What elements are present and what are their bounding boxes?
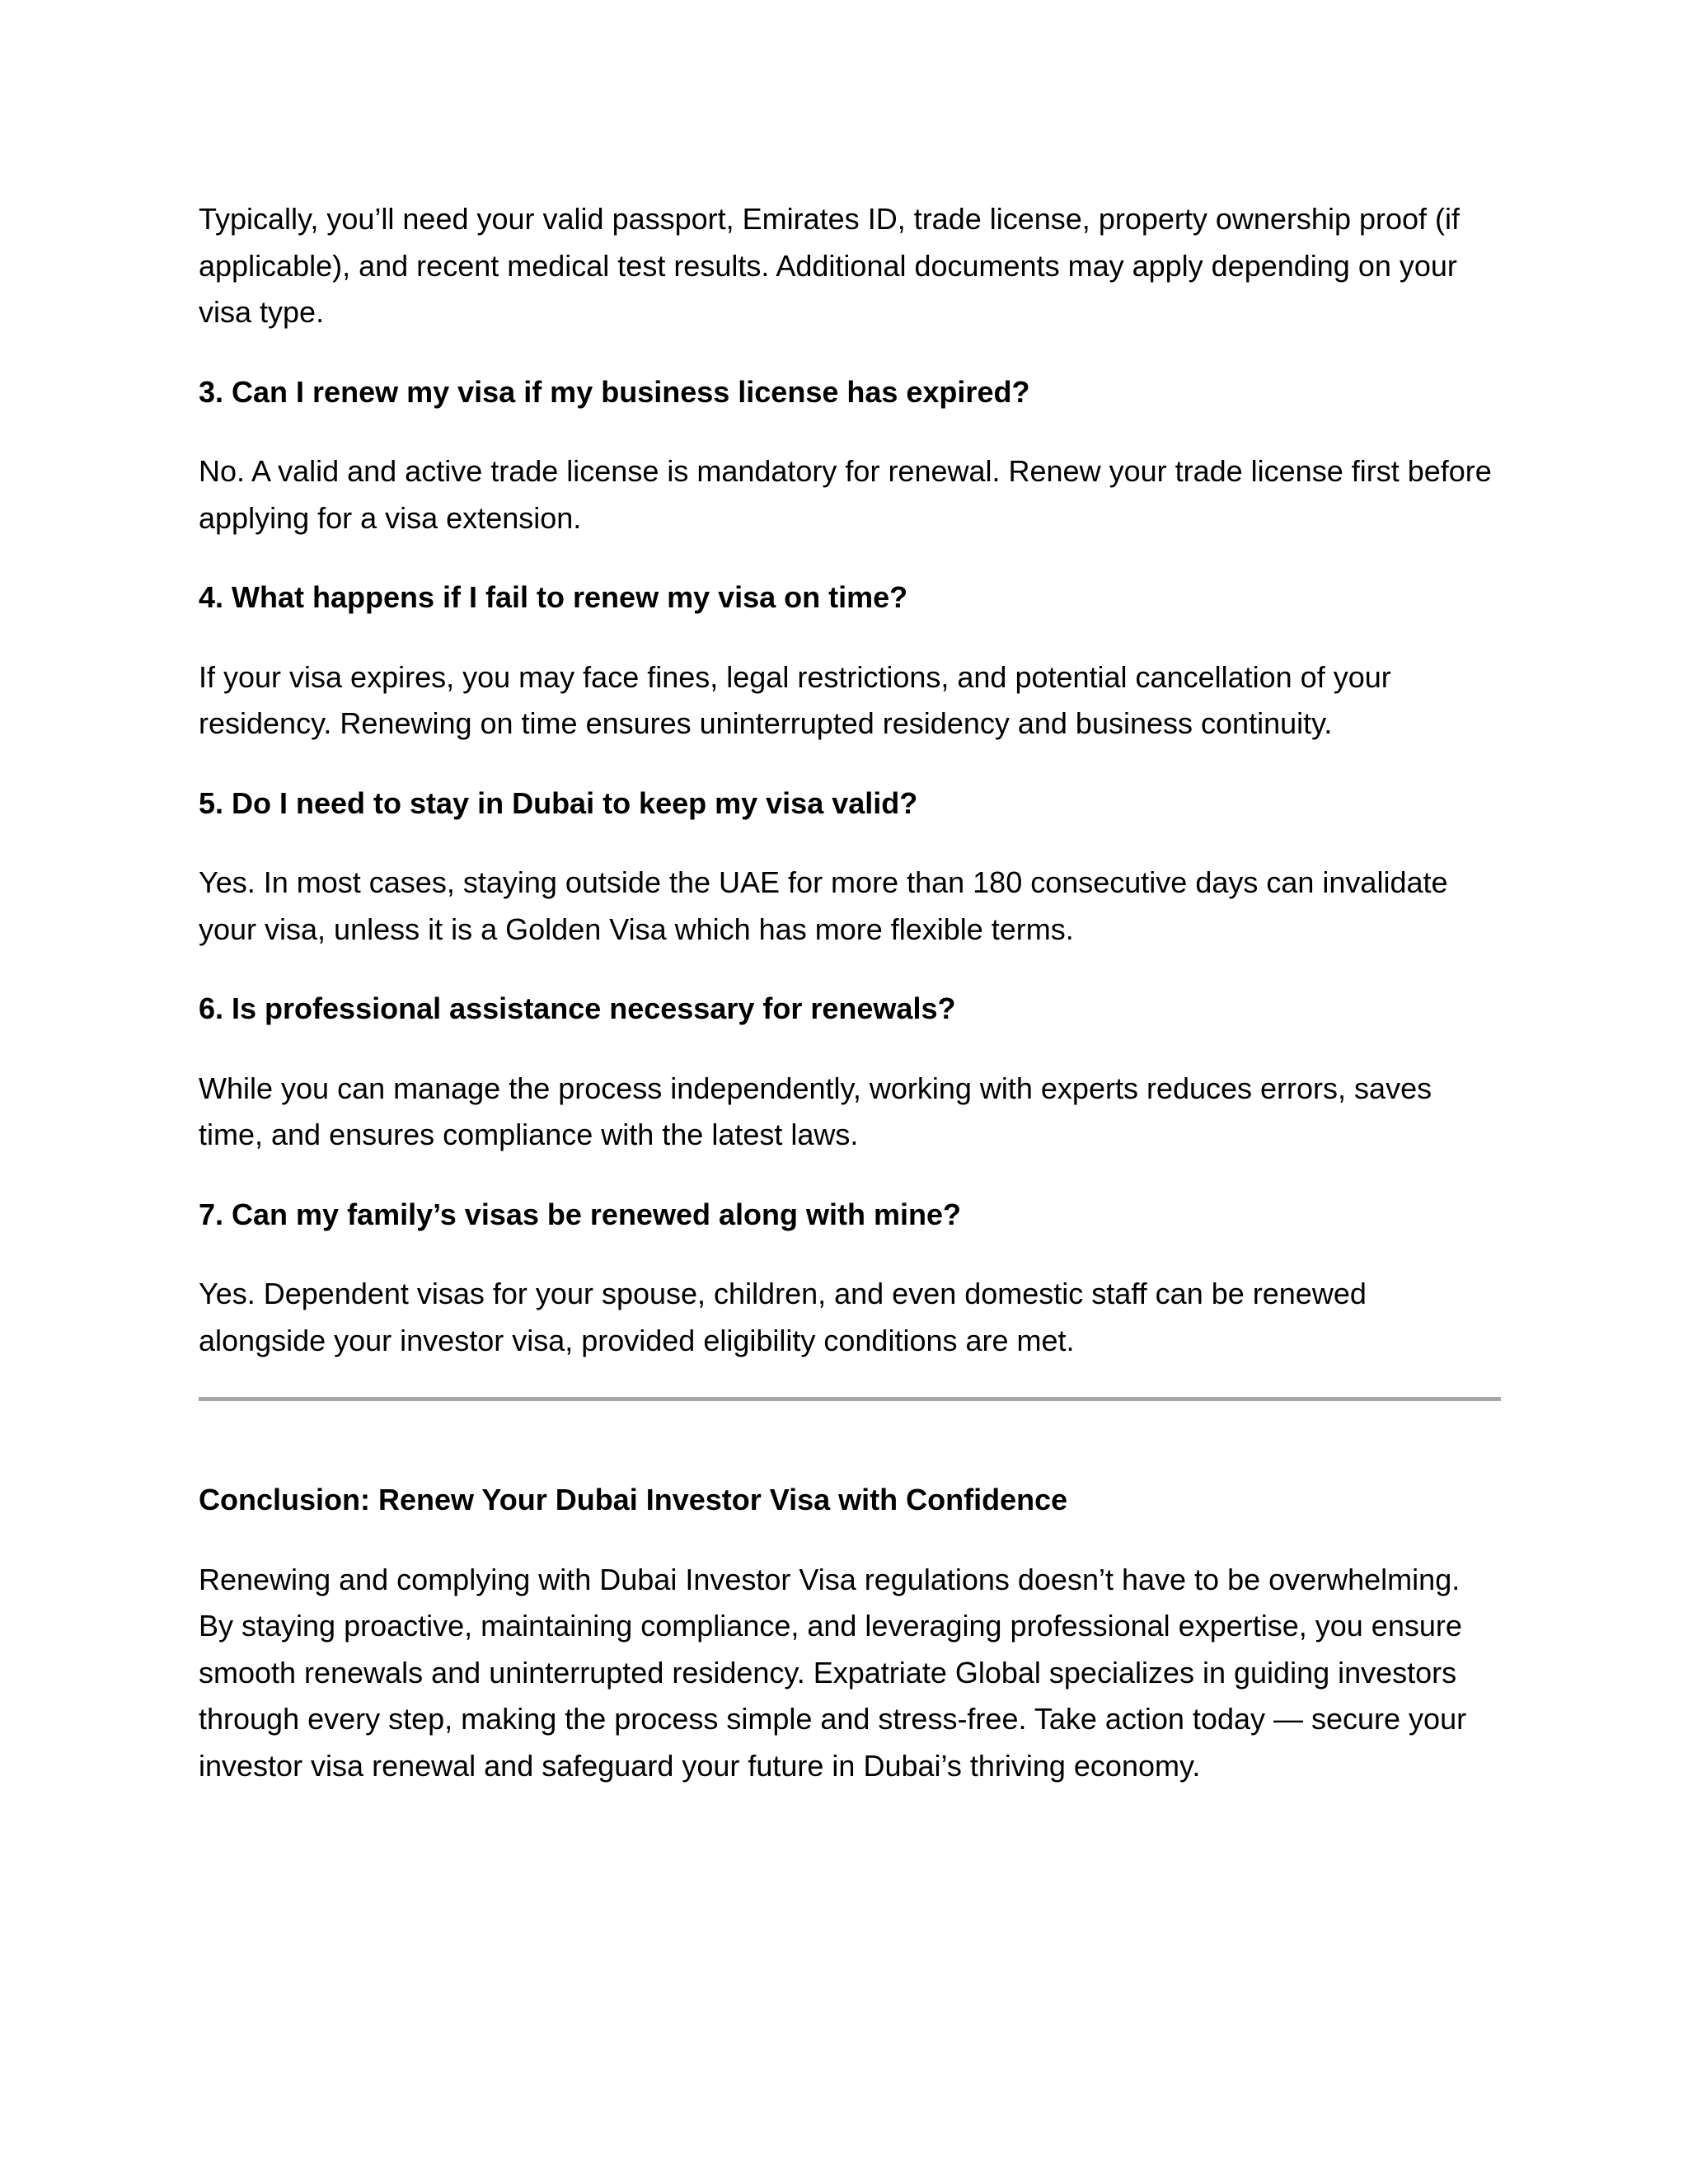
faq-question-4: 4. What happens if I fail to renew my visa on time?	[199, 580, 908, 614]
conclusion-body: Renewing and complying with Dubai Investor Visa regulations doesn’t have to be overwhelming. By staying proactive, maintaining compliance, and leveraging professional expertise, you ensure smooth renewals and uninterrupted residency. Expatriate Global specializes in guiding investors through every step, making the process simple and stress-free. Take action today — secure your investor visa renewal and safeguard your future in Dubai’s thriving economy.	[199, 1562, 1467, 1783]
document-page	[199, 196, 1501, 1822]
conclusion-heading: Conclusion: Renew Your Dubai Investor Visa with Confidence	[199, 1483, 1068, 1516]
faq-answer-2: Typically, you’ll need your valid passport, Emirates ID, trade license, property ownership proof (if applicable), and recent medical test results. Additional documents may apply depending on your visa type.	[199, 202, 1461, 329]
faq-question-6: 6. Is professional assistance necessary for renewals?	[199, 991, 956, 1025]
faq-answer-5: Yes. In most cases, staying outside the UAE for more than 180 consecutive days can invalidate your visa, unless it is a Golden Visa which has more flexible terms.	[199, 865, 1448, 946]
faq-answer-3: No. A valid and active trade license is mandatory for renewal. Renew your trade license first before applying for a visa extension.	[199, 454, 1492, 535]
faq-question-7: 7. Can my family’s visas be renewed along with mine?	[199, 1197, 961, 1231]
faq-answer-7: Yes. Dependent visas for your spouse, children, and even domestic staff can be renewed alongside your investor visa, provided eligibility conditions are met.	[199, 1277, 1367, 1357]
faq-question-3: 3. Can I renew my visa if my business license has expired?	[199, 374, 1030, 409]
faq-answer-4: If your visa expires, you may face fines, legal restrictions, and potential cancellation of your residency. Renewing on time ensures uninterrupted residency and business continuity.	[199, 659, 1391, 740]
section-divider	[199, 1397, 1501, 1401]
faq-question-5: 5. Do I need to stay in Dubai to keep my visa valid?	[199, 785, 918, 820]
faq-answer-6: While you can manage the process independently, working with experts reduces errors, saves time, and ensures compliance with the latest laws.	[199, 1071, 1432, 1151]
